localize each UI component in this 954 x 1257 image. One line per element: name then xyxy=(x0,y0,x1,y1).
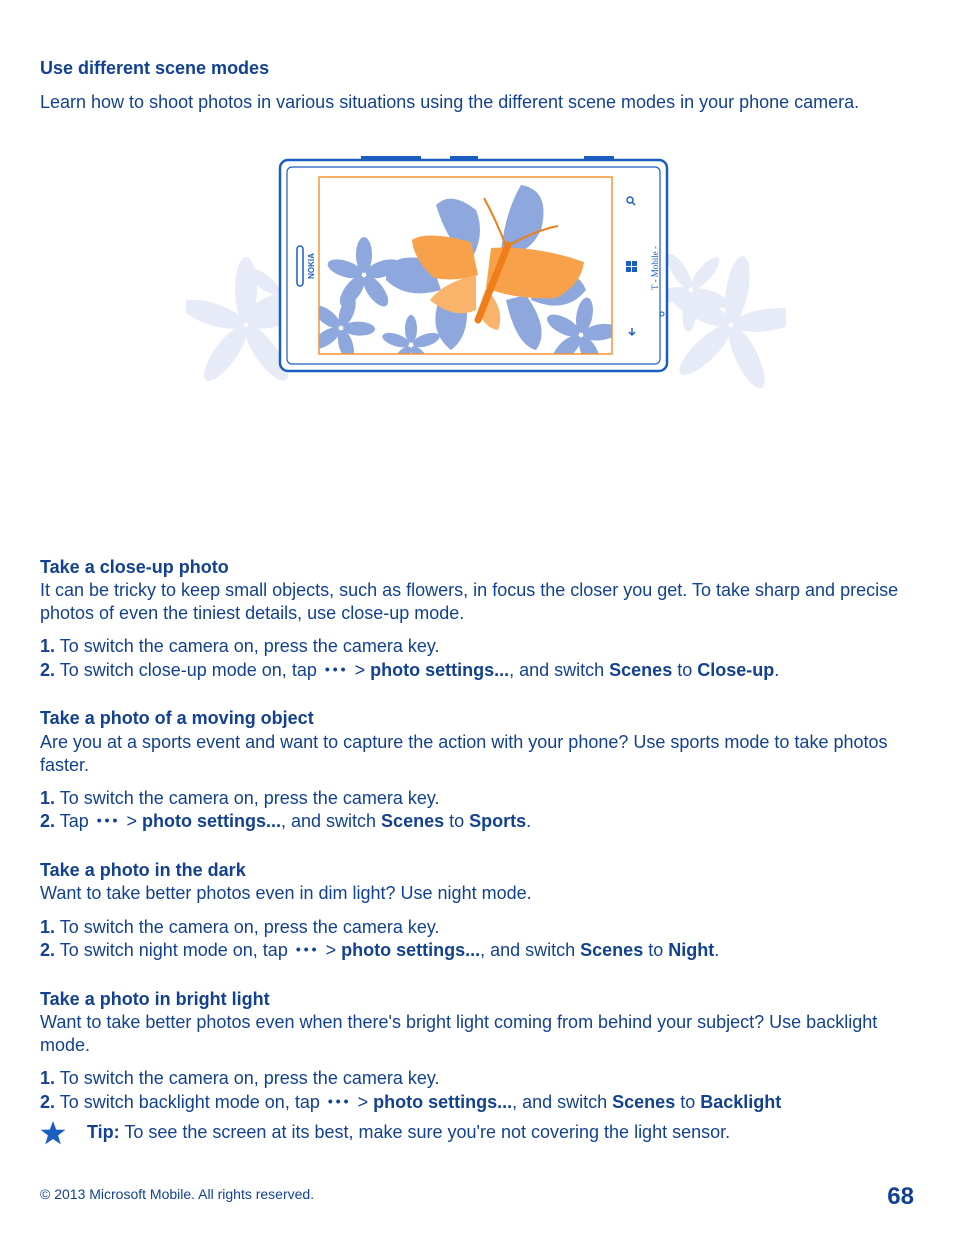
nokia-logo: NOKIA xyxy=(307,253,316,279)
section-body: Are you at a sports event and want to capture the action with your phone? Use sports mode to take photos faster. xyxy=(40,732,888,775)
more-icon: ••• xyxy=(295,941,320,957)
section-body: It can be tricky to keep small objects, such as flowers, in focus the closer you get. To take sharp and precise photos of even the tiniest details, use close-up mode. xyxy=(40,580,899,623)
section-body: Want to take better photos even in dim light? Use night mode. xyxy=(40,883,532,903)
camera-viewfinder xyxy=(309,177,620,373)
step-2: 2. Tap ••• > photo settings..., and switch Scenes to Sports. xyxy=(40,811,532,831)
more-icon: ••• xyxy=(96,812,121,828)
copyright: © 2013 Microsoft Mobile. All rights reserved. xyxy=(40,1186,315,1202)
section-body: Want to take better photos even when there's bright light coming from behind your subject? Use backlight mode. xyxy=(40,1012,878,1055)
section-heading: Take a close-up photo xyxy=(40,557,229,577)
section-heading: Take a photo in bright light xyxy=(40,989,270,1009)
step-2: 2. To switch night mode on, tap ••• > photo settings..., and switch Scenes to Night. xyxy=(40,940,720,960)
step-1: 1. To switch the camera on, press the camera key. xyxy=(40,636,440,656)
more-icon: ••• xyxy=(327,1093,352,1109)
section-heading: Take a photo of a moving object xyxy=(40,708,314,728)
tip-label: Tip: xyxy=(87,1122,120,1142)
more-icon: ••• xyxy=(324,661,349,677)
step-1: 1. To switch the camera on, press the camera key. xyxy=(40,788,440,808)
page-title: Use different scene modes xyxy=(40,58,270,78)
section-heading: Take a photo in the dark xyxy=(40,860,246,880)
step-1: 1. To switch the camera on, press the camera key. xyxy=(40,917,440,937)
star-icon xyxy=(40,1121,66,1145)
tip-text: To see the screen at its best, make sure you're not covering the light sensor. xyxy=(124,1122,731,1142)
phone-illustration-svg xyxy=(186,150,786,400)
intro-paragraph: Learn how to shoot photos in various situations using the different scene modes in your phone camera. xyxy=(40,92,860,112)
step-2: 2. To switch backlight mode on, tap ••• > photo settings..., and switch Scenes to Backlight xyxy=(40,1092,782,1112)
step-2: 2. To switch close-up mode on, tap ••• > photo settings..., and switch Scenes to Close-up. xyxy=(40,660,780,680)
phone-illustration xyxy=(186,150,786,400)
page-number: 68 xyxy=(887,1183,914,1210)
carrier-logo: T - Mobile - xyxy=(650,245,660,291)
step-1: 1. To switch the camera on, press the camera key. xyxy=(40,1068,440,1088)
